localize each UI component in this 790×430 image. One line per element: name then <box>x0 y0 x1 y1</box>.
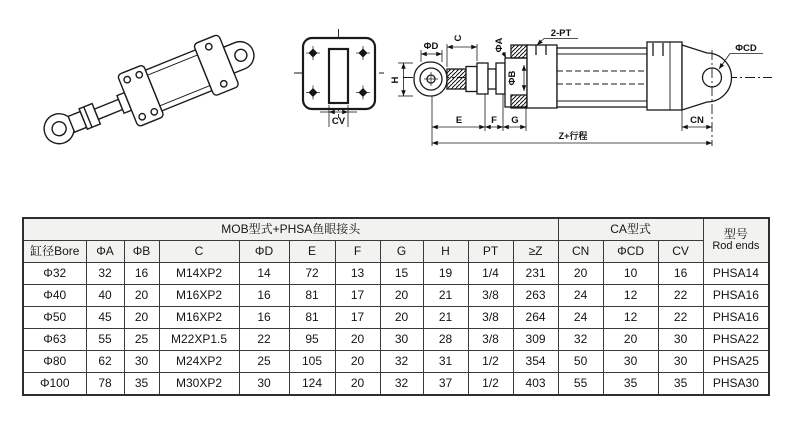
value-cell: 21 <box>423 307 468 329</box>
rear-cap <box>647 42 682 110</box>
value-cell: 263 <box>513 285 558 307</box>
value-cell: 12 <box>603 307 658 329</box>
cn-label: CN <box>690 115 704 126</box>
model-header-cn: 型号 <box>723 227 748 242</box>
value-cell: 10 <box>603 263 658 285</box>
value-cell: 32 <box>558 329 603 351</box>
value-cell: M16XP2 <box>159 285 239 307</box>
piston-rod <box>94 99 122 119</box>
value-cell: 17 <box>335 307 380 329</box>
value-cell: 20 <box>603 329 658 351</box>
column-header: ΦA <box>86 241 124 263</box>
column-header: 缸径Bore <box>23 241 86 263</box>
value-cell: 16 <box>239 285 289 307</box>
table-row <box>23 329 769 351</box>
value-cell: 20 <box>335 373 380 396</box>
value-cell: 20 <box>335 351 380 373</box>
z-stroke-label: Z+行程 <box>558 131 588 141</box>
value-cell: 3/8 <box>468 285 513 307</box>
value-cell: 22 <box>658 285 703 307</box>
value-cell: 15 <box>380 263 423 285</box>
value-cell: M30XP2 <box>159 373 239 396</box>
value-cell: 50 <box>558 351 603 373</box>
value-cell: 20 <box>380 285 423 307</box>
value-cell: 35 <box>124 373 159 396</box>
phi-d-label: ΦD <box>423 41 439 52</box>
value-cell: 31 <box>423 351 468 373</box>
column-header: ΦCD <box>603 241 658 263</box>
table-row <box>23 263 769 285</box>
value-cell: 16 <box>658 263 703 285</box>
bore-cell: Φ40 <box>23 285 86 307</box>
value-cell: 1/2 <box>468 351 513 373</box>
value-cell: 32 <box>86 263 124 285</box>
value-cell: 309 <box>513 329 558 351</box>
value-cell: 37 <box>423 373 468 396</box>
value-cell: 22 <box>239 329 289 351</box>
column-header: C <box>159 241 239 263</box>
threaded-section <box>447 69 466 89</box>
rod-end-model-cell: PHSA22 <box>703 329 769 351</box>
value-cell: 17 <box>335 285 380 307</box>
value-cell: 30 <box>603 351 658 373</box>
rod-end-model-cell: PHSA16 <box>703 307 769 329</box>
value-cell: 354 <box>513 351 558 373</box>
value-cell: 78 <box>86 373 124 396</box>
tie-rod-nut-top <box>511 45 527 58</box>
value-cell: M22XP1.5 <box>159 329 239 351</box>
isometric-view <box>35 24 264 160</box>
rod-end-model-cell: PHSA25 <box>703 351 769 373</box>
value-cell: 231 <box>513 263 558 285</box>
column-header: PT <box>468 241 513 263</box>
mob-group-header: MOB型式+PHSA鱼眼接头 <box>23 218 558 241</box>
model-header-en: Rod ends <box>712 240 760 253</box>
phi-cd-label: ΦCD <box>735 43 757 54</box>
value-cell: 21 <box>423 285 468 307</box>
value-cell: 403 <box>513 373 558 396</box>
value-cell: 25 <box>239 351 289 373</box>
column-header: ΦB <box>124 241 159 263</box>
value-cell: 20 <box>124 307 159 329</box>
value-cell: 20 <box>380 307 423 329</box>
value-cell: 24 <box>558 285 603 307</box>
table-row <box>23 351 769 373</box>
column-header: CN <box>558 241 603 263</box>
value-cell: 12 <box>603 285 658 307</box>
value-cell: 1/4 <box>468 263 513 285</box>
value-cell: M14XP2 <box>159 263 239 285</box>
table-row <box>23 285 769 307</box>
value-cell: 30 <box>239 373 289 396</box>
value-cell: 40 <box>86 285 124 307</box>
value-cell: 81 <box>289 307 335 329</box>
value-cell: 62 <box>86 351 124 373</box>
f-label: F <box>491 115 497 126</box>
rod-end-model-cell: PHSA16 <box>703 285 769 307</box>
value-cell: 35 <box>603 373 658 396</box>
bore-cell: Φ63 <box>23 329 86 351</box>
technical-drawings <box>0 0 790 212</box>
value-cell: 16 <box>124 263 159 285</box>
group-header-row <box>23 218 769 241</box>
value-cell: 24 <box>558 307 603 329</box>
value-cell: 30 <box>380 329 423 351</box>
ca-group-header: CA型式 <box>558 218 703 241</box>
value-cell: 30 <box>658 351 703 373</box>
value-cell: 55 <box>86 329 124 351</box>
side-view <box>390 28 772 146</box>
value-cell: 20 <box>335 329 380 351</box>
value-cell: 124 <box>289 373 335 396</box>
value-cell: 20 <box>124 285 159 307</box>
column-header: H <box>423 241 468 263</box>
bore-cell: Φ50 <box>23 307 86 329</box>
value-cell: 264 <box>513 307 558 329</box>
value-cell: 13 <box>335 263 380 285</box>
dimension-table <box>22 217 770 396</box>
model-column-header <box>703 218 769 263</box>
rod-end-model-cell: PHSA14 <box>703 263 769 285</box>
value-cell: 105 <box>289 351 335 373</box>
value-cell: 16 <box>239 307 289 329</box>
table-row <box>23 307 769 329</box>
value-cell: 3/8 <box>468 329 513 351</box>
column-header: F <box>335 241 380 263</box>
column-header: CV <box>658 241 703 263</box>
value-cell: 81 <box>289 285 335 307</box>
column-header: ≥Z <box>513 241 558 263</box>
table-row <box>23 373 769 396</box>
column-header: G <box>380 241 423 263</box>
rod-end-model-cell: PHSA30 <box>703 373 769 396</box>
value-cell: 72 <box>289 263 335 285</box>
value-cell: 95 <box>289 329 335 351</box>
bore-cell: Φ100 <box>23 373 86 396</box>
value-cell: 32 <box>380 351 423 373</box>
value-cell: 25 <box>124 329 159 351</box>
g-label: G <box>511 115 519 126</box>
c-label: C <box>453 34 464 42</box>
value-cell: 30 <box>658 329 703 351</box>
value-cell: 30 <box>124 351 159 373</box>
column-header: E <box>289 241 335 263</box>
two-pt-label: 2-PT <box>550 28 572 39</box>
value-cell: 20 <box>558 263 603 285</box>
h-label: H <box>390 76 401 84</box>
tie-rod-nut-bottom <box>511 95 527 108</box>
column-header: ΦD <box>239 241 289 263</box>
value-cell: M24XP2 <box>159 351 239 373</box>
bore-cell: Φ32 <box>23 263 86 285</box>
cylinder-tube <box>557 48 647 107</box>
head-cap <box>527 45 557 108</box>
value-cell: 32 <box>380 373 423 396</box>
value-cell: 3/8 <box>468 307 513 329</box>
front-view <box>294 29 384 127</box>
value-cell: 55 <box>558 373 603 396</box>
value-cell: 1/2 <box>468 373 513 396</box>
value-cell: 19 <box>423 263 468 285</box>
column-header-row <box>23 241 769 263</box>
value-cell: 14 <box>239 263 289 285</box>
value-cell: 35 <box>658 373 703 396</box>
phi-b-label: ΦB <box>507 70 518 86</box>
value-cell: M16XP2 <box>159 307 239 329</box>
value-cell: 45 <box>86 307 124 329</box>
value-cell: 28 <box>423 329 468 351</box>
bore-cell: Φ80 <box>23 351 86 373</box>
value-cell: 22 <box>658 307 703 329</box>
phi-a-label: ΦA <box>494 37 505 53</box>
e-label: E <box>455 115 463 126</box>
cv-label: CV <box>331 116 346 127</box>
